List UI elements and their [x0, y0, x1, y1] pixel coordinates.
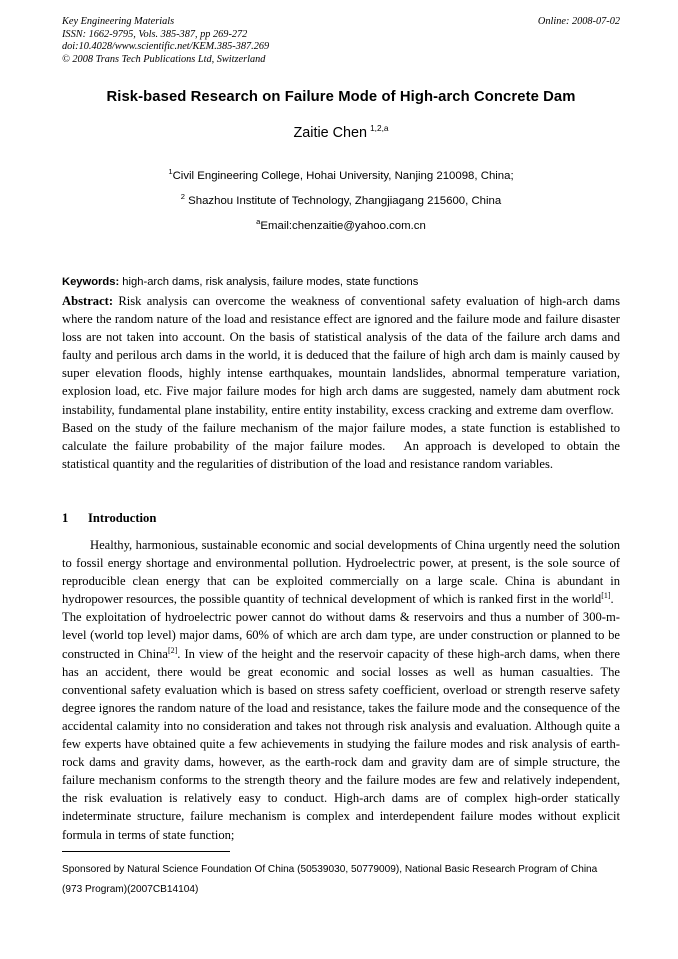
affiliation-mark-a: a [256, 217, 261, 227]
abstract-label: Abstract: [62, 294, 114, 308]
affiliation-mark-1: 1 [168, 167, 173, 177]
body-text-part-3: . In view of the height and the reservoir capacity of these high-arch dams, when there has an accident, there would be great economic and social losses as well as human casualties. The conventional safety evaluation which is based on stress safety coefficient, overload or strength reserve safety degree ignores the random nature of the load and resistance, takes the failure mode and the consequence of the accidental calamity into no consideration and takes not through risk analysis and evaluation. Although quite a few experts have obtained quite a few achievements in studying the failure modes and risk analysis of earth-rock dams and gravity dams, however, as the earth-rock dam and gravity dam are of simple structure, the failure mechanism conforms to the strength theory and the failure modes are few and relatively independent, the risk evaluation is relatively easy to conduct. High-arch dams are of complex high-order statically indeterminate structure, failure mechanism is complex and interdependent failure modes without explicit formula in terms of state function; [62, 646, 620, 842]
keywords-text: high-arch dams, risk analysis, failure modes, state functions [119, 276, 419, 288]
footnote-separator [62, 851, 230, 852]
online-date: Online: 2008-07-02 [537, 16, 620, 27]
section-heading-introduction [62, 509, 620, 527]
footnote-line-2: (973 Program)(2007CB14104) [62, 884, 199, 895]
affiliation-email [62, 214, 620, 239]
journal-copyright-line: © 2008 Trans Tech Publications Ltd, Switzerland [62, 53, 266, 65]
author-affiliation-marks: 1,2,a [370, 123, 389, 134]
affiliation-text-1: Civil Engineering College, Hohai University, Nanjing 210098, China; [172, 170, 514, 182]
affiliation-mark-2: 2 [180, 192, 185, 202]
section-number: 1 [62, 511, 69, 525]
author-email: Email:chenzaitie@yahoo.com.cn [260, 220, 426, 232]
body-text-part-2: . The exploitation of hydroelectric power cannot do without dams & reservoirs and thus a number of 300-m-level (world top level) major dams, 60% of which are arch dam type, are under construction or planned to be constructed in China [62, 592, 620, 661]
journal-issn-line: ISSN: 1662-9795, Vols. 385-387, pp 269-272 [62, 28, 248, 40]
citation-2: [2] [167, 645, 178, 655]
journal-name: Key Engineering Materials [62, 16, 175, 27]
page-title: Risk-based Research on Failure Mode of High-arch Concrete Dam [106, 89, 576, 105]
affiliation-2 [62, 189, 620, 214]
keywords-line [62, 274, 620, 290]
footnote-line-1: Sponsored by Natural Science Foundation Of China (50539030, 50779009), National Basic Research Program of China [62, 864, 598, 875]
body-paragraph-introduction [62, 536, 620, 844]
affiliation-1 [62, 164, 620, 189]
affiliation-text-2: Shazhou Institute of Technology, Zhangjiagang 215600, China [185, 195, 502, 207]
journal-header [62, 16, 620, 66]
citation-1: [1] [601, 591, 611, 601]
keywords-label: Keywords: [62, 276, 120, 288]
body-text-part-1: Healthy, harmonious, sustainable economic and social developments of China urgently need the solution to fossil energy shortage and environmental pollution. Hydroelectric power, at present, is the sole source of reproducible clean energy that can be exploited commercially on a large scale. China is abundant in hydropower resources, the possible quantity of technical development of which is ranked first in the world [62, 538, 620, 607]
affiliation-list [62, 164, 620, 239]
journal-header-left [62, 16, 482, 66]
author-line [62, 124, 620, 143]
journal-doi-line: doi:10.4028/www.scientific.net/KEM.385-387.269 [62, 41, 270, 53]
author-name: Zaitie Chen [293, 125, 368, 141]
abstract-paragraph [62, 292, 620, 473]
footnote-funding [62, 860, 622, 900]
section-title: Introduction [88, 511, 157, 525]
abstract-text: Risk analysis can overcome the weakness of conventional safety evaluation of high-arch dams where the random nature of the load and resistance effect are ignored and the failure mode and failure disaster loss are not taken into account. On the basis of statistical analysis of the data of the failure arch dams and faulty and perilous arch dams in the world, it is deduced that the failure of high arch dam is mainly caused by super elevation floods, highly intense earthquakes, mountain landslides, abnormal temperature variation, explosion load, etc. Five major failure modes for high arch dams are suggested, namely dam abutment rock instability, fundamental plane instability, entire entity instability, excess cracking and extreme dam overflow. Based on the study of the failure mechanism of the major failure modes, a state function is established to calculate the failure probability of the major failure modes. An approach is developed to obtain the statistical quantity and the regularities of distribution of the load and resistance random variables. [62, 294, 620, 471]
